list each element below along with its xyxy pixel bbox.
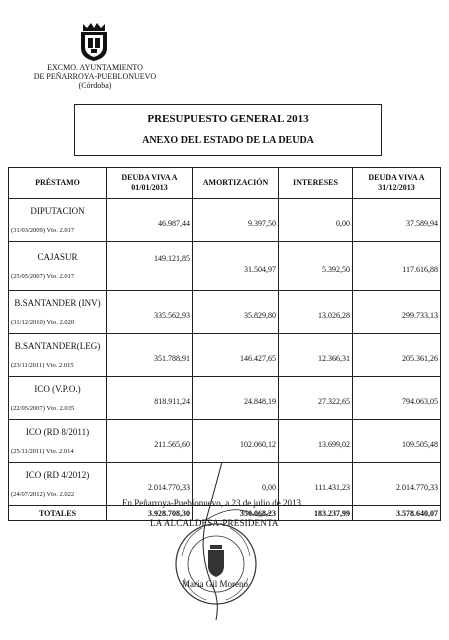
table-row	[9, 242, 441, 291]
org-province: (Córdoba)	[78, 81, 112, 90]
intereses-cell: 13.699,02	[279, 420, 353, 463]
deuda-inicial-cell: 211.565,60	[107, 420, 193, 463]
loan-detail: (23/11/2011) Vto. 2.015	[11, 362, 74, 369]
col-header-deuda-inicial: DEUDA VIVA A 01/01/2013	[107, 168, 193, 199]
intereses-cell: 0,00	[279, 199, 353, 242]
loan-name: ICO (V.P.O.)	[34, 384, 81, 394]
loan-cell	[9, 420, 107, 463]
amortizacion-cell: 9.397,50	[193, 199, 279, 242]
amortizacion-cell: 35.829,80	[193, 291, 279, 334]
total-amortizacion: 350.068,23	[193, 506, 279, 521]
intereses-cell: 12.366,31	[279, 334, 353, 377]
place-and-date: En Peñarroya-Pueblonuevo, a 23 de julio de 2013	[122, 498, 301, 508]
amortizacion-cell: 31.504,97	[193, 242, 279, 291]
deuda-inicial-cell: 2.014.770,33	[107, 463, 193, 506]
loan-detail: (31/03/2009) Vto. 2.017	[11, 227, 75, 234]
loan-cell	[9, 463, 107, 506]
loan-detail: (25/11/2011) Vto. 2.014	[11, 448, 74, 455]
loan-name: B.SANTANDER(LEG)	[14, 341, 101, 351]
official-seal-icon	[172, 516, 260, 612]
intereses-cell: 13.026,28	[279, 291, 353, 334]
loan-name: B.SANTANDER (INV)	[14, 298, 101, 308]
org-name-line1: EXCMO. AYUNTAMIENTO	[47, 63, 143, 72]
loan-cell	[9, 291, 107, 334]
deuda-final-cell: 109.505,48	[353, 420, 441, 463]
loan-name: CAJASUR	[37, 252, 78, 262]
intereses-cell: 27.322,65	[279, 377, 353, 420]
deuda-final-cell: 299.733,13	[353, 291, 441, 334]
table-row	[9, 199, 441, 242]
col-header-amortizacion: AMORTIZACIÓN	[193, 168, 279, 199]
loan-cell	[9, 242, 107, 291]
deuda-inicial-cell: 351.788,91	[107, 334, 193, 377]
debt-table	[8, 167, 441, 521]
coat-of-arms-icon	[77, 22, 111, 62]
amortizacion-cell: 102.060,12	[193, 420, 279, 463]
amortizacion-cell: 0,00	[193, 463, 279, 506]
loan-name: ICO (RD 4/2012)	[25, 470, 90, 480]
table-row	[9, 334, 441, 377]
title-box	[74, 104, 382, 156]
signer-role: LA ALCALDESA-PRESIDENTA	[150, 518, 279, 528]
col-header-prestamo: PRÉSTAMO	[9, 168, 107, 199]
col-header-intereses: INTERESES	[279, 168, 353, 199]
col-header-deuda-final: DEUDA VIVA A 31/12/2013	[353, 168, 441, 199]
deuda-final-cell: 37.589,94	[353, 199, 441, 242]
deuda-inicial-cell: 149.121,85	[107, 242, 193, 291]
table-row	[9, 377, 441, 420]
loan-cell	[9, 334, 107, 377]
total-deuda-inicial: 3.928.708,30	[107, 506, 193, 521]
table-header-row	[9, 168, 441, 199]
loan-name: ICO (RD 8/2011)	[25, 427, 90, 437]
intereses-cell: 5.392,50	[279, 242, 353, 291]
amortizacion-cell: 146.427,65	[193, 334, 279, 377]
signer-name: María Gil Moreno	[182, 579, 248, 589]
amortizacion-cell: 24.848,19	[193, 377, 279, 420]
deuda-final-cell: 2.014.770,33	[353, 463, 441, 506]
deuda-final-cell: 794.063,05	[353, 377, 441, 420]
total-deuda-final: 3.578.640,07	[353, 506, 441, 521]
loan-detail: (31/12/2010) Vto. 2.020	[11, 319, 75, 326]
loan-cell	[9, 377, 107, 420]
document-subtitle: ANEXO DEL ESTADO DE LA DEUDA	[142, 135, 314, 146]
loan-detail: (22/05/2007) Vto. 2.035	[11, 405, 75, 412]
deuda-inicial-cell: 818.911,24	[107, 377, 193, 420]
totals-label: TOTALES	[9, 506, 107, 521]
loan-detail: (24/07/2012) Vto. 2.022	[11, 491, 75, 498]
loan-name: DIPUTACION	[30, 206, 85, 216]
deuda-final-cell: 205.361,26	[353, 334, 441, 377]
loan-cell	[9, 199, 107, 242]
deuda-inicial-cell: 335.562,93	[107, 291, 193, 334]
table-row	[9, 291, 441, 334]
loan-detail: (25/05/2007) Vto. 2.017	[11, 273, 75, 280]
document-title: PRESUPUESTO GENERAL 2013	[147, 113, 309, 125]
total-intereses: 183.237,99	[279, 506, 353, 521]
deuda-final-cell: 117.616,88	[353, 242, 441, 291]
org-name-line2: DE PEÑARROYA-PUEBLONUEVO	[33, 72, 157, 81]
deuda-inicial-cell: 46.987,44	[107, 199, 193, 242]
intereses-cell: 111.431,23	[279, 463, 353, 506]
table-row	[9, 420, 441, 463]
